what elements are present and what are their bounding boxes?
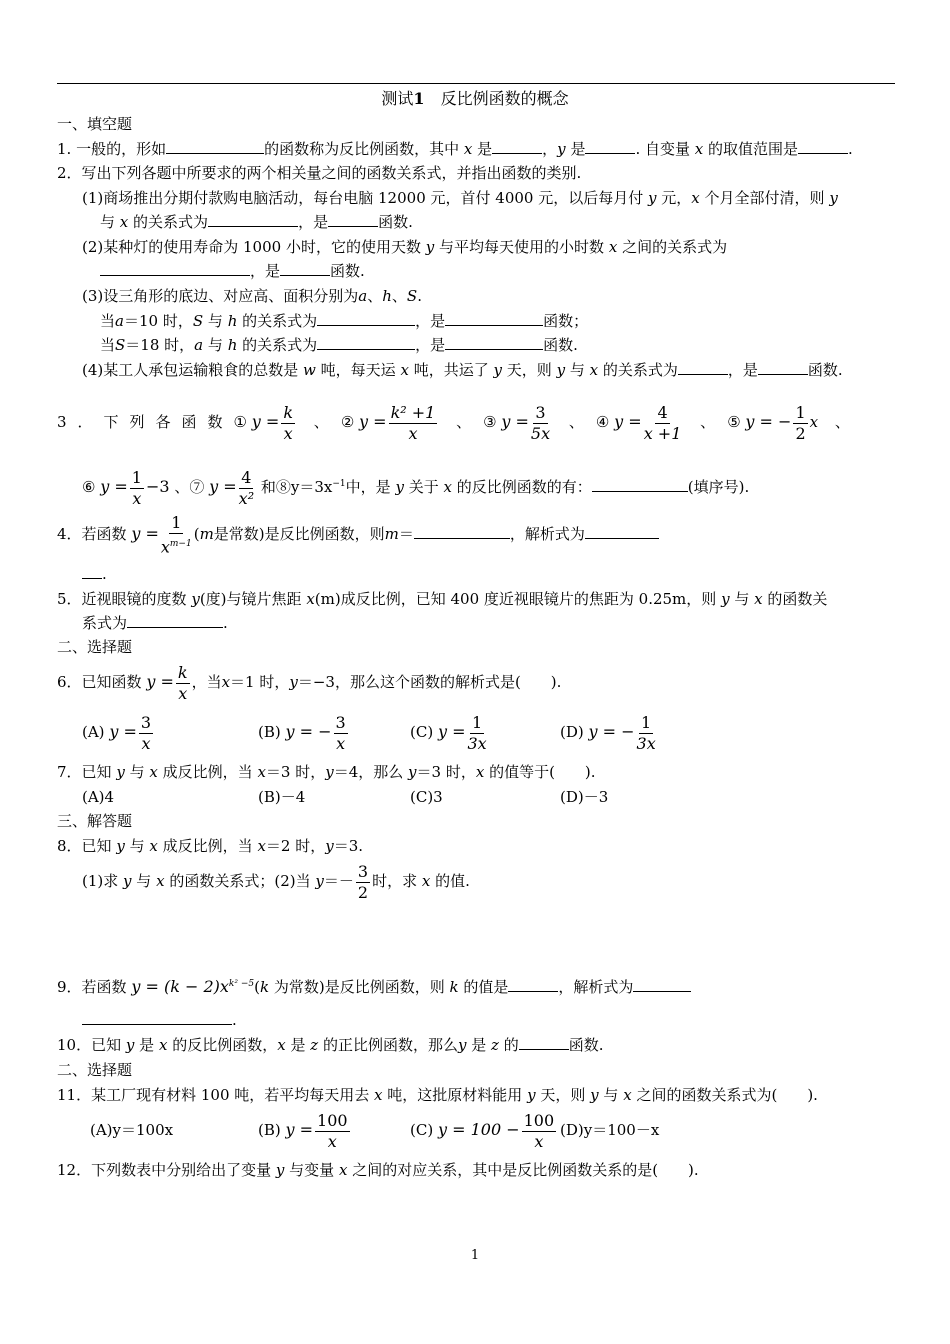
question-10: 10．已知 y 是 x 的反比例函数，x 是 z 的正比例函数，那么y 是 z 的 函数. <box>57 1036 604 1054</box>
top-rule <box>57 83 895 84</box>
question-11-option-d: (D)y＝100－x <box>560 1121 660 1139</box>
question-7: 7．已知 y 与 x 成反比例，当 x＝3 时，y＝4，那么 y＝3 时，x 的值等于( ). <box>57 763 596 781</box>
question-7-option-b: (B)－4 <box>258 788 306 806</box>
question-2-part1-line1: (1)商场推出分期付款购电脑活动，每台电脑 12000 元，首付 4000 元，以后每月付 y 元，x 个月全部付清，则 y <box>82 189 838 207</box>
question-5-line1: 5．近视眼镜的度数 y(度)与镜片焦距 x(m)成反比例，已知 400 度近视眼镜片的焦距为 0.25m，则 y 与 x 的函数关 <box>57 590 828 608</box>
question-2-part4: (4)某工人承包运输粮食的总数是 w 吨，每天运 x 吨，共运了 y 天，则 y 与 x 的关系式为 ，是 函数. <box>82 361 843 379</box>
question-3-line2: ⑥ y = $\frac{1}{x}$ −3 、⑦ y = $\frac{4}{\text{x²}}$ 和$⑧y=3x^{-1}$中，是 y 关于 x 的反比例函数的有： (填序号). <box>82 467 750 508</box>
question-2-stem: 2．写出下列各题中所要求的两个相关量之间的函数关系式，并指出函数的类别. <box>57 164 582 182</box>
page-number: 1 <box>470 1248 480 1263</box>
question-11: 11．某工厂现有材料 100 吨，若平均每天用去 x 吨，这批原材料能用 y 天，则 y 与 x 之间的函数关系式为( ). <box>57 1086 818 1104</box>
section-choice: 二、选择题 <box>57 638 133 656</box>
question-11-option-b: (B) y = $\frac{100}{x}$ <box>258 1110 348 1151</box>
question-1: 1. 一般的，形如 的函数称为反比例函数，其中 x 是 ，y 是 . 自变量 x 的取值范围是 . <box>57 140 853 158</box>
question-9: 9．若函数 $y = (k - 2)x^{k^2 -5}(k$ 为常数)是反比例函数，则 k 的值是 ，解析式为 <box>57 974 691 997</box>
question-6-option-b: (B) y = − $\frac{3}{x}$ <box>258 712 346 753</box>
section-solve: 三、解答题 <box>57 812 133 830</box>
question-7-option-c: (C)3 <box>410 788 443 806</box>
question-6: 6．已知函数 y = $\frac{k}{x}$ ，当x＝1 时，y＝−3，那么这个函数的解析式是( ). <box>57 662 562 703</box>
question-12: 12．下列数表中分别给出了变量 y 与变量 x 之间的对应关系，其中是反比例函数关系的是( ). <box>57 1161 699 1179</box>
question-2-part1-line2: 与 x 的关系式为 ，是 函数. <box>100 213 413 231</box>
question-2-part2-line1: (2)某种灯的使用寿命为 1000 小时，它的使用天数 y 与平均每天使用的小时数 x 之间的关系式为 <box>82 238 728 256</box>
question-11-option-a: (A)y＝100x <box>90 1121 174 1139</box>
section-fill-in: 一、填空题 <box>57 115 133 133</box>
page-title: 测试1 反比例函数的概念 <box>381 89 569 108</box>
question-2-part3-line3: 当S＝18 时，a 与 h 的关系式为 ，是 函数. <box>100 336 578 354</box>
question-4: 4．若函数 y = $\frac{1}{x^{m-1}}$ (m是常数)是反比例函数，则m＝ ，解析式为 <box>57 512 659 557</box>
question-2-part2-line2: ，是 函数. <box>100 261 365 281</box>
question-11-option-c: (C) y = 100 − $\frac{100}{x}$ <box>410 1110 555 1151</box>
question-3-line1: 3．下列各函数① y = $\frac{k}{x}$ 、 ② y = $\frac{\text{k² +1}}{x}$ 、 ③ y = $\frac{3}{5x}$ 、 ④ y = $\frac{4}{x +1}$ 、 ⑤ y = − $\frac{1}{2}$ x 、 <box>57 402 850 443</box>
question-2-part3-line1: (3)设三角形的底边、对应高、面积分别为a、h、S. <box>82 287 422 305</box>
question-2-part3-line2: 当a＝10 时，S 与 h 的关系式为 ，是 函数； <box>100 312 589 330</box>
question-6-option-d: (D) y = − $\frac{1}{3x}$ <box>560 712 656 753</box>
question-6-option-a: (A) y = $\frac{3}{x}$ <box>82 712 152 753</box>
question-8-parts: (1)求 y 与 x 的函数关系式；(2)当 y＝－ $\frac{3}{2}$ 时，求 x 的值. <box>82 861 470 902</box>
question-9-cont: . <box>82 1010 237 1030</box>
question-4-cont: . <box>82 564 107 584</box>
question-6-option-c: (C) y = $\frac{1}{3x}$ <box>410 712 487 753</box>
section-choice-2: 二、选择题 <box>57 1061 133 1079</box>
question-8-stem: 8．已知 y 与 x 成反比例，当 x＝2 时，y＝3. <box>57 837 364 855</box>
question-7-option-d: (D)－3 <box>560 788 609 806</box>
question-5-line2: 系式为 . <box>82 614 228 632</box>
question-7-option-a: (A)4 <box>82 788 115 806</box>
